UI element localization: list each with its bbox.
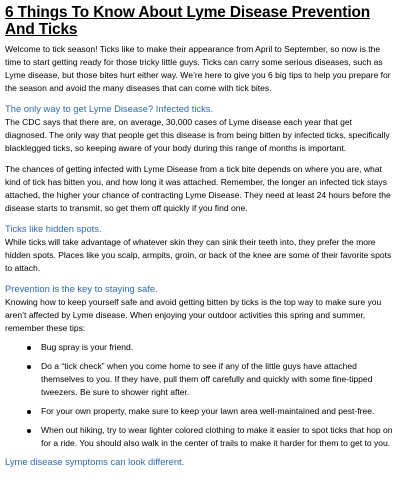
section-paragraph: The CDC says that there are, on average, 30,000 cases of Lyme disease each year that get diagnosed. The only way that people get this disease is from being bitten by infected ticks, specifically blacklegged ticks, so keeping aware of your body during this range of months is important.: [5, 117, 390, 153]
section-heading-hidden-spots: Ticks like hidden spots.: [5, 223, 102, 234]
section-heading-infected-ticks: The only way to get Lyme Disease? Infected ticks.: [5, 103, 214, 114]
list-item: [27, 341, 394, 354]
intro-paragraph: Welcome to tick season! Ticks like to make their appearance from April to September, so now is the time to start getting ready for those tricky little guys. Ticks can carry some serious diseases, such as Lyme disease, but those bites hurt either way. We’re here to give you 6 big tips to help you prepare for the season and avoid the many diseases that can come with tick bites.: [5, 44, 391, 93]
list-item: [27, 360, 394, 399]
section-paragraph: While ticks will take advantage of whatever skin they can sink their teeth into, they prefer the more hidden spots. Places like you scalp, armpits, groin, or back of the knee are some of their favorite spots to attach.: [5, 237, 392, 273]
list-item: [27, 424, 394, 450]
section-heading-symptoms: Lyme disease symptoms can look different.: [5, 456, 185, 467]
bullet-icon: [27, 346, 31, 350]
bullet-icon: [27, 429, 31, 433]
section-heading-prevention: Prevention is the key to staying safe.: [5, 283, 158, 294]
list-item-text: Do a “tick check” when you come home to see if any of the little guys have attached themselves to you. If they have, pull them off carefully and quickly with some fine-tipped tweezers. Be sure to shower right after.: [41, 361, 373, 397]
section-paragraph: Knowing how to keep yourself safe and avoid getting bitten by ticks is the top way to make sure you aren’t affected by Lyme disease. When enjoying your outdoor activities this spring and summer, remember these tips:: [5, 297, 382, 333]
bullet-icon: [27, 365, 31, 369]
bullet-icon: [27, 410, 31, 414]
section-paragraph: The chances of getting infected with Lyme Disease from a tick bite depends on where you are, what kind of tick has bitten you, and how long it was attached. Remember, the longer an infected tick stays attached, the higher your chance of contracting Lyme Disease. They need at least 24 hours before the disease starts to transmit, so get them off quickly if you find one.: [5, 164, 391, 213]
document-title: 6 Things To Know About Lyme Disease Prevention And Ticks: [5, 4, 371, 38]
list-item-text: When out hiking, try to wear lighter colored clothing to make it easier to spot ticks that hop on for a ride. You should also walk in the center of trails to make it harder for them to get to you.: [41, 425, 393, 448]
list-item-text: For your own property, make sure to keep your lawn area well-maintained and pest-free.: [41, 406, 375, 416]
prevention-tips-list: [5, 341, 394, 450]
list-item-text: Bug spray is your friend.: [41, 342, 134, 352]
list-item: [27, 405, 394, 418]
